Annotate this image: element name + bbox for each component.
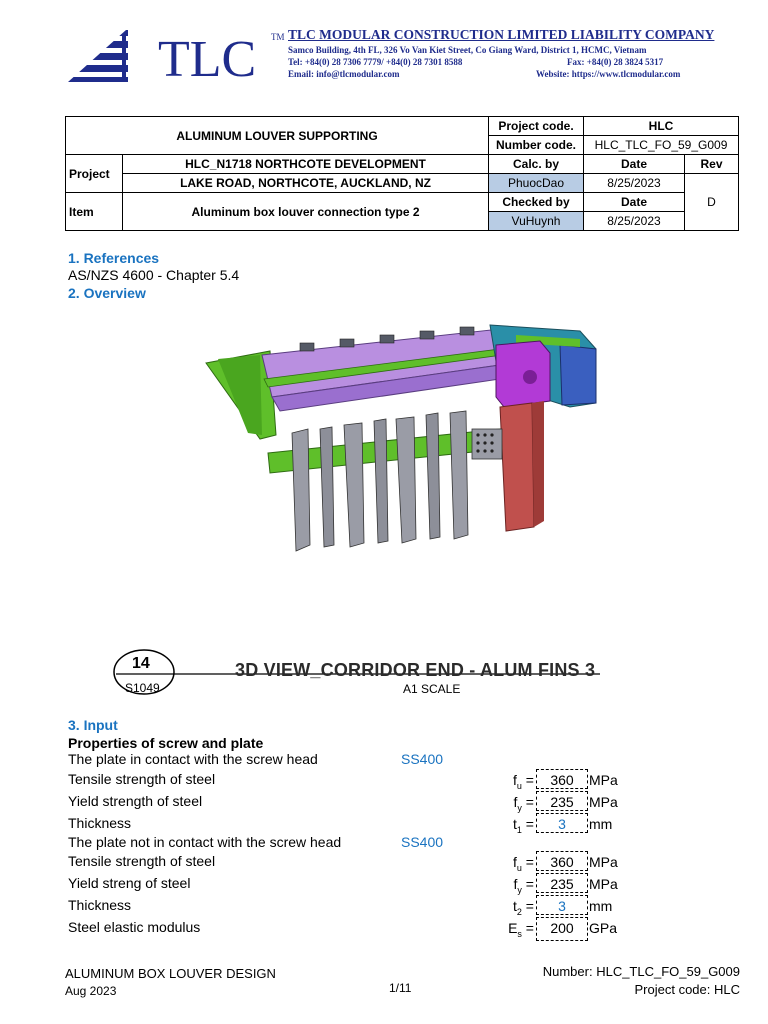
plate2-label: The plate not in contact with the screw head (68, 834, 342, 850)
calc-date-value: 8/25/2023 (584, 174, 685, 193)
logo-tm: TM (271, 32, 285, 42)
es-symbol: $E_s$ = (508, 920, 534, 939)
company-name: TLC MODULAR CONSTRUCTION LIMITED LIABILITY COMPANY (288, 27, 715, 42)
fy-symbol: $f_y$ = (513, 794, 534, 813)
logo-text: TLC (158, 31, 257, 86)
project-address: LAKE ROAD, NORTHCOTE, AUCKLAND, NZ (123, 174, 489, 193)
fu-symbol: $f_u$ = (513, 772, 534, 791)
project-code-value: HLC (584, 117, 739, 136)
fy-unit: MPa (589, 794, 618, 810)
references-text: AS/NZS 4600 - Chapter 5.4 (68, 267, 240, 283)
item-label: Item (66, 193, 123, 231)
t2-symbol: $t_2$ = (513, 898, 534, 917)
tensile-strength-label: Tensile strength of steel (68, 771, 216, 787)
fu2-symbol: $f_u$ = (513, 854, 534, 873)
view-title: 3D VIEW_CORRIDOR END - ALUM FINS 3 (235, 660, 596, 680)
elastic-modulus-label: Steel elastic modulus (68, 919, 201, 935)
t1-unit: mm (589, 816, 613, 832)
company-address: Samco Building, 4th FL, 326 Vo Van Kiet Street, Co Giang Ward, District 1, HCMC, Vietnam (288, 45, 647, 55)
company-logo (66, 26, 288, 86)
t1-symbol: $t_1$ = (513, 816, 534, 835)
calc-by-label: Calc. by (489, 155, 584, 174)
checked-date-label: Date (584, 193, 685, 212)
fy2-symbol: $f_y$ = (513, 876, 534, 895)
input-subheading: Properties of screw and plate (68, 735, 264, 751)
louver-3d-model-image (200, 315, 610, 555)
checked-by-value: VuHuynh (489, 212, 584, 231)
yield-strength-2-label: Yield streng of steel (68, 875, 191, 891)
detail-number: 14 (132, 655, 150, 672)
fu2-value: 360 (536, 851, 588, 871)
project-name: HLC_N1718 NORTHCOTE DEVELOPMENT (123, 155, 489, 174)
input-heading: 3. Input (68, 717, 118, 733)
plate2-material: SS400 (401, 834, 444, 850)
footer-title: ALUMINUM BOX LOUVER DESIGN (65, 966, 276, 981)
detail-sheet: S1049 (125, 681, 160, 695)
plate1-material: SS400 (401, 751, 444, 767)
checked-by-label: Checked by (489, 193, 584, 212)
tensile-strength-2-label: Tensile strength of steel (68, 853, 216, 869)
number-code-label: Number code. (489, 136, 584, 155)
fu2-unit: MPa (589, 854, 618, 870)
fy-value: 235 (536, 791, 588, 811)
rev-value: D (685, 174, 739, 231)
footer-project-code: Project code: HLC (634, 982, 740, 997)
es-unit: GPa (589, 920, 618, 936)
fu-value: 360 (536, 769, 588, 789)
plate1-label: The plate in contact with the screw head (68, 751, 318, 767)
calc-by-value: PhuocDao (489, 174, 584, 193)
footer-number-code: Number: HLC_TLC_FO_59_G009 (542, 964, 740, 979)
t2-unit: mm (589, 898, 613, 914)
company-fax: Fax: +84(0) 28 3824 5317 (567, 57, 664, 67)
thickness-2-label: Thickness (68, 897, 132, 913)
checked-date-value: 8/25/2023 (584, 212, 685, 231)
document-title: ALUMINUM LOUVER SUPPORTING (66, 117, 489, 155)
project-code-label: Project code. (489, 117, 584, 136)
fu-unit: MPa (589, 772, 618, 788)
es-value: 200 (536, 917, 588, 941)
logo-stripes (66, 30, 136, 82)
project-label: Project (66, 155, 123, 193)
company-tel: Tel: +84(0) 28 7306 7779/ +84(0) 28 7301 8588 (288, 57, 463, 67)
t1-value[interactable]: 3 (536, 813, 588, 833)
rev-label: Rev (685, 155, 739, 174)
overview-heading: 2. Overview (68, 285, 146, 301)
fy2-value: 235 (536, 873, 588, 893)
calc-date-label: Date (584, 155, 685, 174)
yield-strength-label: Yield strength of steel (68, 793, 203, 809)
company-website: Website: https://www.tlcmodular.com (536, 69, 681, 79)
page-number: 1/11 (389, 981, 412, 995)
number-code-value: HLC_TLC_FO_59_G009 (584, 136, 739, 155)
references-heading: 1. References (68, 250, 160, 266)
t2-value[interactable]: 3 (536, 895, 588, 915)
company-email: Email: info@tlcmodular.com (288, 69, 400, 79)
project-info-table (65, 116, 739, 231)
item-value: Aluminum box louver connection type 2 (123, 193, 489, 231)
view-scale: A1 SCALE (403, 682, 461, 696)
fy2-unit: MPa (589, 876, 618, 892)
thickness-1-label: Thickness (68, 815, 132, 831)
footer-date: Aug 2023 (65, 984, 117, 998)
